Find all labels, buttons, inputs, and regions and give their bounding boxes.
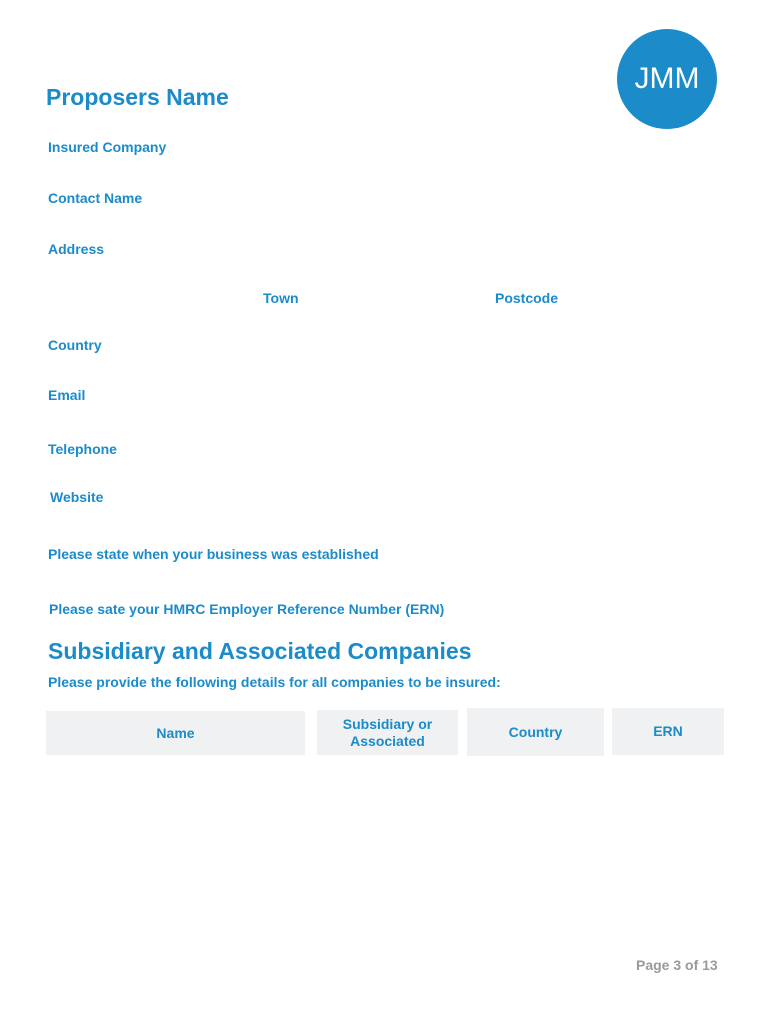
subsidiary-section-instructions: Please provide the following details for all companies to be insured: — [48, 674, 501, 690]
col-header-name-label: Name — [156, 724, 195, 741]
insured-company-label: Insured Company — [48, 139, 167, 155]
page-number: Page 3 of 13 — [636, 957, 718, 973]
postcode-label: Postcode — [495, 290, 559, 306]
col-header-ern — [612, 708, 724, 755]
col-header-country — [467, 708, 604, 756]
col-header-ern-label: ERN — [653, 723, 683, 739]
ern-label: Please sate your HMRC Employer Reference Number (ERN) — [49, 601, 445, 617]
established-label: Please state when your business was established — [48, 546, 379, 562]
telephone-label: Telephone — [48, 441, 117, 457]
country-label: Country — [48, 337, 102, 353]
proposers-name-heading: Proposers Name — [46, 84, 229, 110]
col-header-subsidiary-or-associated — [317, 710, 458, 755]
col-header-country-label: Country — [508, 723, 563, 740]
email-label: Email — [48, 387, 86, 403]
col-header-subsidiary-label: Subsidiary or Associated — [342, 715, 433, 749]
contact-name-label: Contact Name — [48, 190, 143, 206]
jmm-logo — [617, 29, 717, 129]
logo-text: JMM — [634, 62, 700, 95]
address-label: Address — [48, 241, 105, 257]
col-header-name — [46, 711, 305, 755]
subsidiary-section-heading: Subsidiary and Associated Companies — [48, 638, 472, 664]
website-label: Website — [50, 489, 104, 505]
town-label: Town — [263, 290, 299, 306]
